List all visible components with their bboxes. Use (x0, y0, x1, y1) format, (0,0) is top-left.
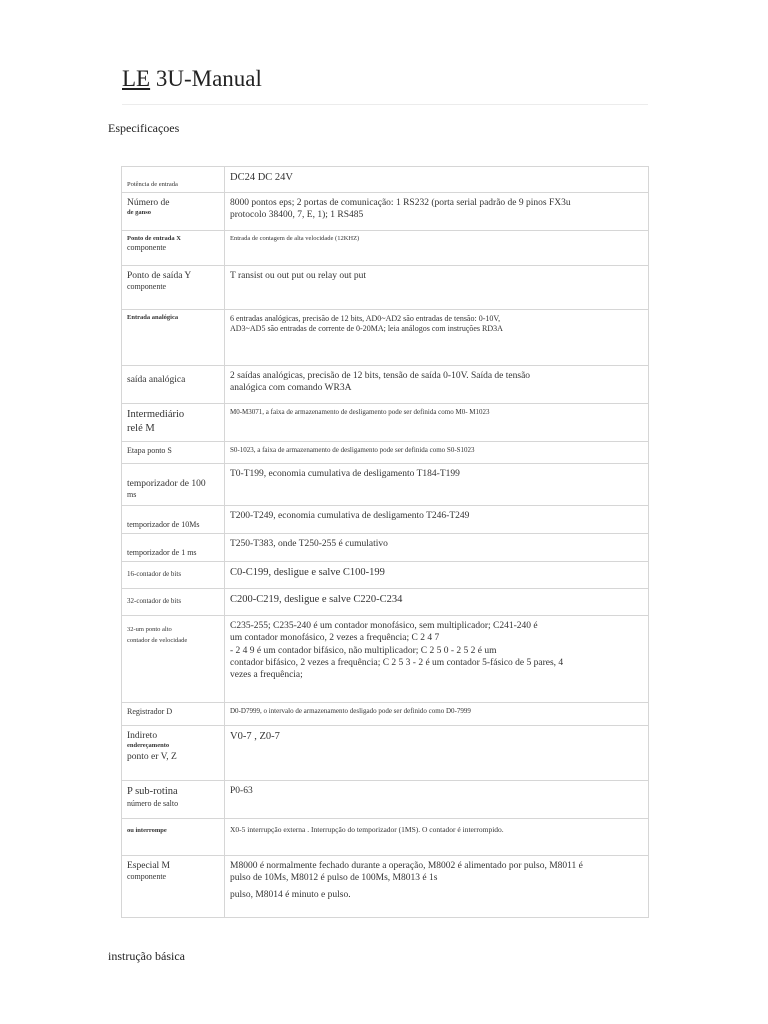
title-divider (122, 104, 648, 105)
table-row (122, 231, 649, 266)
row-value: C200-C219, desligue e salve C220-C234 (225, 589, 649, 616)
row-value: DC24 DC 24V (225, 167, 649, 193)
specs-table (121, 166, 649, 918)
row-value: Entrada de contagem de alta velocidade (12KHZ) (225, 231, 649, 266)
document-title (122, 66, 262, 92)
row-label: Potência de entrada (122, 167, 225, 193)
row-label: 16-contador de bits (122, 562, 225, 589)
row-value: 6 entradas analógicas, precisão de 12 bits, AD0~AD2 são entradas de tensão: 0-10V, AD3~AD5 são entradas de corrente de 0-20MA; leia análogos com instruções RD3A (225, 310, 649, 366)
row-value: D0-D7999, o intervalo de armazenamento desligado pode ser definido como D0-7999 (225, 703, 649, 726)
section-heading-basic: instrução básica (108, 949, 185, 963)
row-label: Número de de ganso (122, 193, 225, 231)
table-row (122, 167, 649, 193)
row-label: Etapa ponto S (122, 442, 225, 464)
row-label: temporizador de 100 ms (122, 464, 225, 506)
row-value: X0-5 interrupção externa . Interrupção do temporizador (1MS). O contador é interrompido. (225, 819, 649, 856)
table-row (122, 266, 649, 310)
table-row (122, 464, 649, 506)
row-value: C0-C199, desligue e salve C100-199 (225, 562, 649, 589)
row-value: 8000 pontos eps; 2 portas de comunicação: 1 RS232 (porta serial padrão de 9 pinos FX3u protocolo 38400, 7, E, 1); 1 RS485 (225, 193, 649, 231)
row-label: Ponto de entrada X componente (122, 231, 225, 266)
table-row (122, 534, 649, 562)
table-row (122, 310, 649, 366)
row-label: P sub-rotina número de salto (122, 781, 225, 819)
table-row (122, 781, 649, 819)
row-value: T250-T383, onde T250-255 é cumulativo (225, 534, 649, 562)
row-label: temporizador de 1 ms (122, 534, 225, 562)
row-value: T ransist ou out put ou relay out put (225, 266, 649, 310)
row-label: Entrada analógica (122, 310, 225, 366)
row-label: Ponto de saída Y componente (122, 266, 225, 310)
row-value: T200-T249, economia cumulativa de desligamento T246-T249 (225, 506, 649, 534)
row-label: Indireto endereçamento ponto er V, Z (122, 726, 225, 781)
row-value: S0-1023, a faixa de armazenamento de desligamento pode ser definida como S0-S1023 (225, 442, 649, 464)
row-value: V0-7 , Z0-7 (225, 726, 649, 781)
table-row (122, 562, 649, 589)
row-label: temporizador de 10Ms (122, 506, 225, 534)
table-row (122, 726, 649, 781)
table-row (122, 442, 649, 464)
table-row (122, 404, 649, 442)
row-value: 2 saídas analógicas, precisão de 12 bits, tensão de saída 0-10V. Saída de tensão analógica com comando WR3A (225, 366, 649, 404)
table-row (122, 589, 649, 616)
table-row (122, 193, 649, 231)
row-value: M0-M3071, a faixa de armazenamento de desligamento pode ser definida como M0- M1023 (225, 404, 649, 442)
row-value: C235-255; C235-240 é um contador monofásico, sem multiplicador; C241-240 é um contador monofásico, 2 vezes a frequência; C 2 4 7 - 2 4 9 é um contador bifásico, não multiplicador; C 2 5 0 - 2 5 2 é um contador bifásico, 2 vezes a frequência; C 2 5 3 - 2 é um contador 5-fásico de 5 pares, 4 vezes a frequência; (225, 616, 649, 703)
row-value: T0-T199, economia cumulativa de desligamento T184-T199 (225, 464, 649, 506)
row-label: 32-um ponto alto contador de velocidade (122, 616, 225, 703)
table-row (122, 366, 649, 404)
table-row (122, 703, 649, 726)
row-value: P0-63 (225, 781, 649, 819)
section-heading-specs: Especificaçoes (108, 121, 180, 135)
table-row (122, 506, 649, 534)
table-row (122, 856, 649, 918)
row-label: Intermediário relé M (122, 404, 225, 442)
row-label: 32-contador de bits (122, 589, 225, 616)
table-row (122, 819, 649, 856)
table-row (122, 616, 649, 703)
row-label: saída analógica (122, 366, 225, 404)
row-label: ou interrompe (122, 819, 225, 856)
row-value: M8000 é normalmente fechado durante a operação, M8002 é alimentado por pulso, M8011 é pulso de 10Ms, M8012 é pulso de 100Ms, M8013 é 1s pulso, M8014 é minuto e pulso. (225, 856, 649, 918)
row-label: Registrador D (122, 703, 225, 726)
row-label: Especial M componente (122, 856, 225, 918)
title-rest: 3U-Manual (150, 66, 262, 91)
title-prefix: LE (122, 66, 151, 91)
